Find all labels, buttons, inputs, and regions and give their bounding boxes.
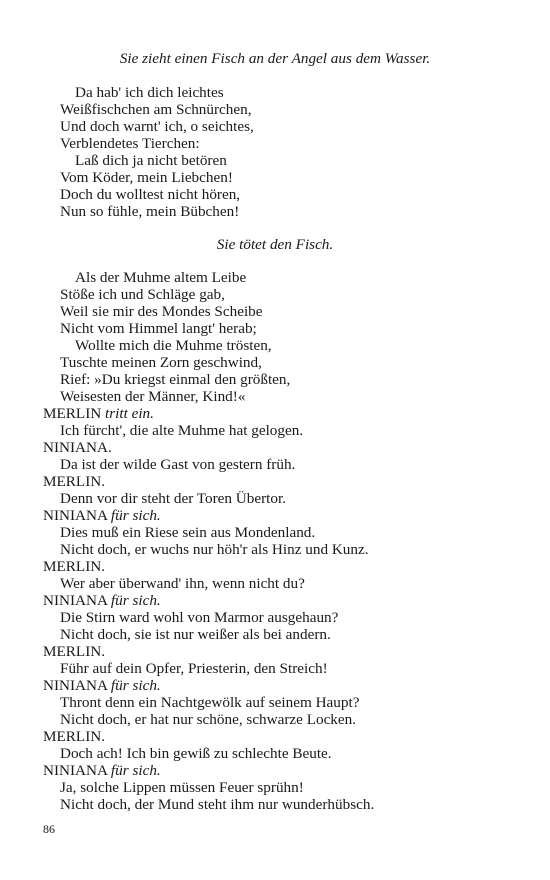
dialogue-line: Nicht doch, sie ist nur weißer als bei andern. xyxy=(60,626,331,643)
speaker-direction: für sich. xyxy=(110,677,161,694)
verse-line: Laß dich ja nicht betören xyxy=(75,152,227,169)
speaker-name: MERLIN xyxy=(43,405,102,422)
speaker-name: MERLIN. xyxy=(43,473,106,490)
speaker-direction: für sich. xyxy=(110,507,161,524)
speaker-direction: für sich. xyxy=(110,762,161,779)
verse-line: Doch du wolltest nicht hören, xyxy=(60,186,241,203)
speaker-name: NINIANA xyxy=(43,507,108,524)
verse-line: Wollte mich die Muhme trösten, xyxy=(75,337,272,354)
page-number: 86 xyxy=(43,822,55,836)
verse-line: Weisesten der Männer, Kind!« xyxy=(60,388,246,405)
dialogue-line: Denn vor dir steht der Toren Übertor. xyxy=(60,490,286,507)
speaker-direction: tritt ein. xyxy=(105,405,154,422)
speaker-name: NINIANA. xyxy=(43,439,112,456)
verse-line: Verblendetes Tierchen: xyxy=(60,135,200,152)
speaker-line xyxy=(43,762,161,779)
dialogue-line: Nicht doch, er wuchs nur höh'r als Hinz und Kunz. xyxy=(60,541,369,558)
verse-line: Vom Köder, mein Liebchen! xyxy=(60,169,233,186)
speaker-name: MERLIN. xyxy=(43,728,106,745)
verse-line: Weißfischchen am Schnürchen, xyxy=(60,101,252,118)
speaker-direction: für sich. xyxy=(110,592,161,609)
speaker-line xyxy=(43,677,161,694)
verse-line: Nun so fühle, mein Bübchen! xyxy=(60,203,240,220)
speaker-name: MERLIN. xyxy=(43,643,106,660)
stage-direction-kill: Sie tötet den Fisch. xyxy=(216,236,334,253)
speaker-line xyxy=(43,507,161,524)
speaker-name: NINIANA xyxy=(43,677,108,694)
dialogue-line: Nicht doch, der Mund steht ihm nur wunderhübsch. xyxy=(60,796,375,813)
verse-line: Stöße ich und Schläge gab, xyxy=(60,286,225,303)
dialogue-line: Ja, solche Lippen müssen Feuer sprühn! xyxy=(60,779,304,796)
speaker-name: MERLIN. xyxy=(43,558,106,575)
dialogue-line: Dies muß ein Riese sein aus Mondenland. xyxy=(60,524,316,541)
dialogue-line: Die Stirn ward wohl von Marmor ausgehaun? xyxy=(60,609,339,626)
speaker-line xyxy=(43,405,154,422)
verse-line: Da hab' ich dich leichtes xyxy=(75,84,224,101)
dialogue-line: Führ auf dein Opfer, Priesterin, den Streich! xyxy=(60,660,328,677)
verse-line: Als der Muhme altem Leibe xyxy=(75,269,247,286)
dialogue-line: Thront denn ein Nachtgewölk auf seinem Haupt? xyxy=(60,694,360,711)
speaker-name: NINIANA xyxy=(43,762,108,779)
speaker-line xyxy=(43,592,161,609)
verse-line: Nicht vom Himmel langt' herab; xyxy=(60,320,257,337)
dialogue-line: Ich fürcht', die alte Muhme hat gelogen. xyxy=(60,422,304,439)
verse-line: Tuschte meinen Zorn geschwind, xyxy=(60,354,262,371)
dialogue-line: Doch ach! Ich bin gewiß zu schlechte Beute. xyxy=(60,745,332,762)
verse-line: Weil sie mir des Mondes Scheibe xyxy=(60,303,263,320)
verse-line: Rief: »Du kriegst einmal den größten, xyxy=(60,371,291,388)
dialogue-line: Wer aber überwand' ihn, wenn nicht du? xyxy=(60,575,305,592)
speaker-name: NINIANA xyxy=(43,592,108,609)
dialogue-line: Nicht doch, er hat nur schöne, schwarze Locken. xyxy=(60,711,357,728)
stage-direction-fish: Sie zieht einen Fisch an der Angel aus dem Wasser. xyxy=(119,50,431,67)
verse-line: Und doch warnt' ich, o seichtes, xyxy=(60,118,254,135)
dialogue-line: Da ist der wilde Gast von gestern früh. xyxy=(60,456,296,473)
